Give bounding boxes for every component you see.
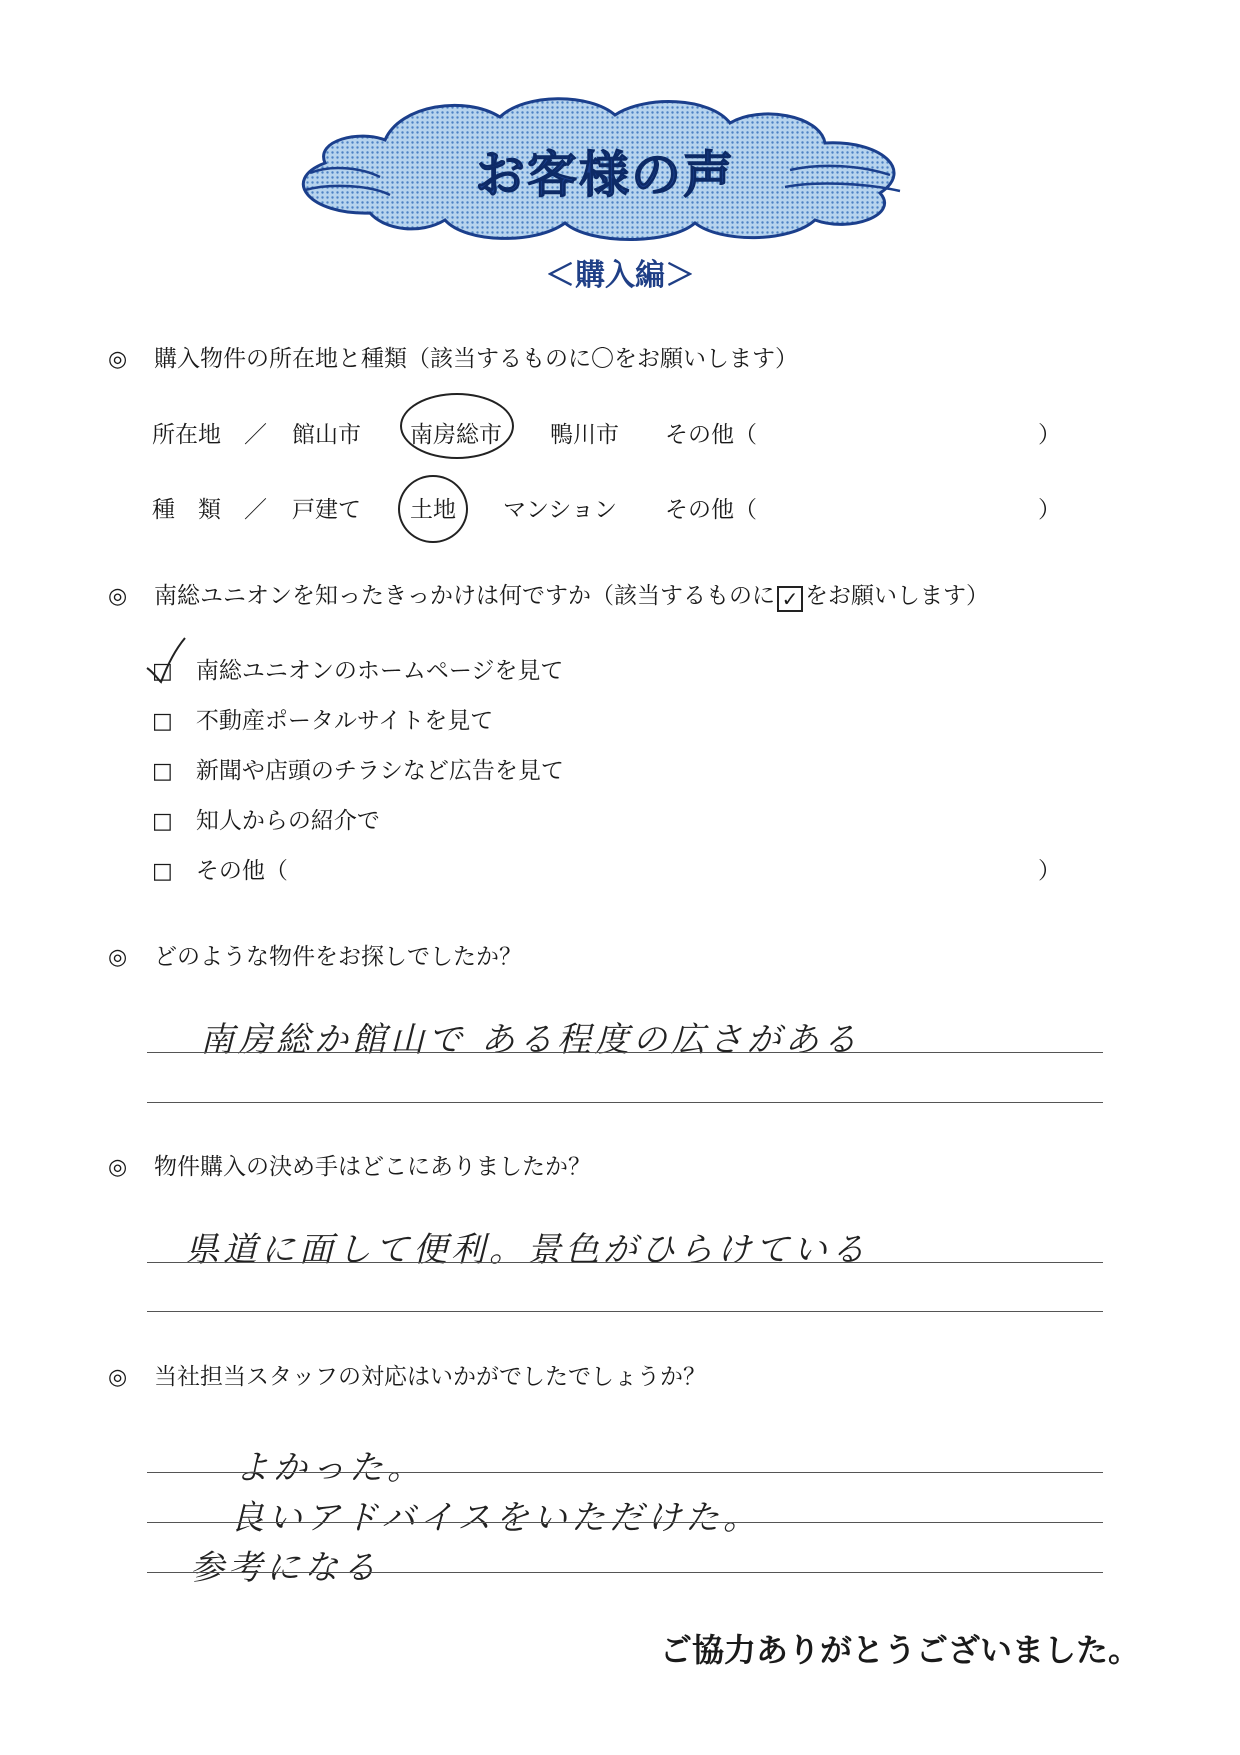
question-1 <box>108 340 798 373</box>
question-5 <box>108 1358 706 1391</box>
location-label: 所在地 ／ <box>152 422 267 448</box>
type-label: 種 類 ／ <box>152 497 267 523</box>
bullet-icon: ◎ <box>108 1155 128 1180</box>
answer-5-line-2: 良いアドバイスをいただけた。 <box>230 1498 761 1538</box>
option-newspaper-label: 新聞や店頭のチラシなど広告を見て <box>195 758 564 784</box>
option-homepage-label: 南総ユニオンのホームページを見て <box>195 658 564 684</box>
bullet-icon: ◎ <box>108 347 128 372</box>
location-option-other[interactable]: その他（ <box>665 422 757 448</box>
option-portal-label: 不動産ポータルサイトを見て <box>195 708 494 734</box>
header-cloud <box>290 95 920 245</box>
checkbox-icon[interactable]: □ <box>152 859 173 884</box>
question-4 <box>108 1148 591 1181</box>
question-2 <box>108 577 989 612</box>
option-other-close: ） <box>1038 858 1061 884</box>
bullet-icon: ◎ <box>108 945 128 970</box>
answer-line <box>147 1311 1103 1312</box>
type-other-close: ） <box>1038 497 1061 523</box>
page-title: お客様の声 <box>475 146 735 204</box>
question-2-text-b: をお願いします） <box>805 583 989 609</box>
option-other-label: その他（ <box>195 858 288 884</box>
question-5-text: 当社担当スタッフの対応はいかがでしたでしょうか？ <box>154 1364 706 1390</box>
answer-3-handwriting: 南房総か館山で ある程度の広さがある <box>200 1020 861 1060</box>
answer-line <box>147 1522 1103 1523</box>
answer-line <box>147 1052 1103 1053</box>
question-3 <box>108 938 522 971</box>
type-option-other[interactable]: その他（ <box>665 497 757 523</box>
checkbox-icon[interactable]: □ <box>152 709 173 734</box>
answer-line <box>147 1262 1103 1263</box>
option-homepage[interactable] <box>152 652 563 685</box>
selected-circle-mark <box>400 393 514 459</box>
type-option-mansion[interactable]: マンション <box>503 497 617 523</box>
thanks-message: ご協力ありがとうございました。 <box>660 1631 1141 1669</box>
answer-5-line-3: 参考になる <box>190 1548 380 1588</box>
type-option-house[interactable]: 戸建て <box>292 497 361 523</box>
option-other[interactable] <box>152 852 288 885</box>
checkbox-icon[interactable]: □ <box>152 759 173 784</box>
question-1-text: 購入物件の所在地と種類（該当するものに〇をお願いします） <box>154 346 798 372</box>
page-subtitle: ＜購入編＞ <box>545 258 695 293</box>
type-option-land[interactable]: 土地 <box>410 497 456 523</box>
answer-line <box>147 1572 1103 1573</box>
checkmark-box-icon: ✓ <box>777 586 803 612</box>
answer-5-line-1: よかった。 <box>235 1448 425 1488</box>
checkbox-icon[interactable]: □ <box>152 659 173 684</box>
selected-circle-mark <box>398 475 468 543</box>
option-referral[interactable] <box>152 802 380 835</box>
question-3-text: どのような物件をお探しでしたか？ <box>154 944 522 970</box>
question-2-text-a: 南総ユニオンを知ったきっかけは何ですか（該当するものに <box>154 583 775 609</box>
checkbox-icon[interactable]: □ <box>152 809 173 834</box>
bullet-icon: ◎ <box>108 584 128 609</box>
option-referral-label: 知人からの紹介で <box>195 808 380 834</box>
answer-line <box>147 1102 1103 1103</box>
option-newspaper[interactable] <box>152 752 564 785</box>
option-portal[interactable] <box>152 702 493 735</box>
bullet-icon: ◎ <box>108 1365 128 1390</box>
question-4-text: 物件購入の決め手はどこにありましたか？ <box>154 1154 591 1180</box>
location-option-kamogawa[interactable]: 鴨川市 <box>550 422 619 448</box>
handwritten-check-icon <box>145 636 195 686</box>
location-option-tateyama[interactable]: 館山市 <box>292 422 361 448</box>
answer-4-handwriting: 県道に面して便利。景色がひらけている <box>185 1230 869 1270</box>
answer-line <box>147 1472 1103 1473</box>
location-other-close: ） <box>1038 422 1061 448</box>
location-option-minamiboso[interactable]: 南房総市 <box>410 422 502 448</box>
